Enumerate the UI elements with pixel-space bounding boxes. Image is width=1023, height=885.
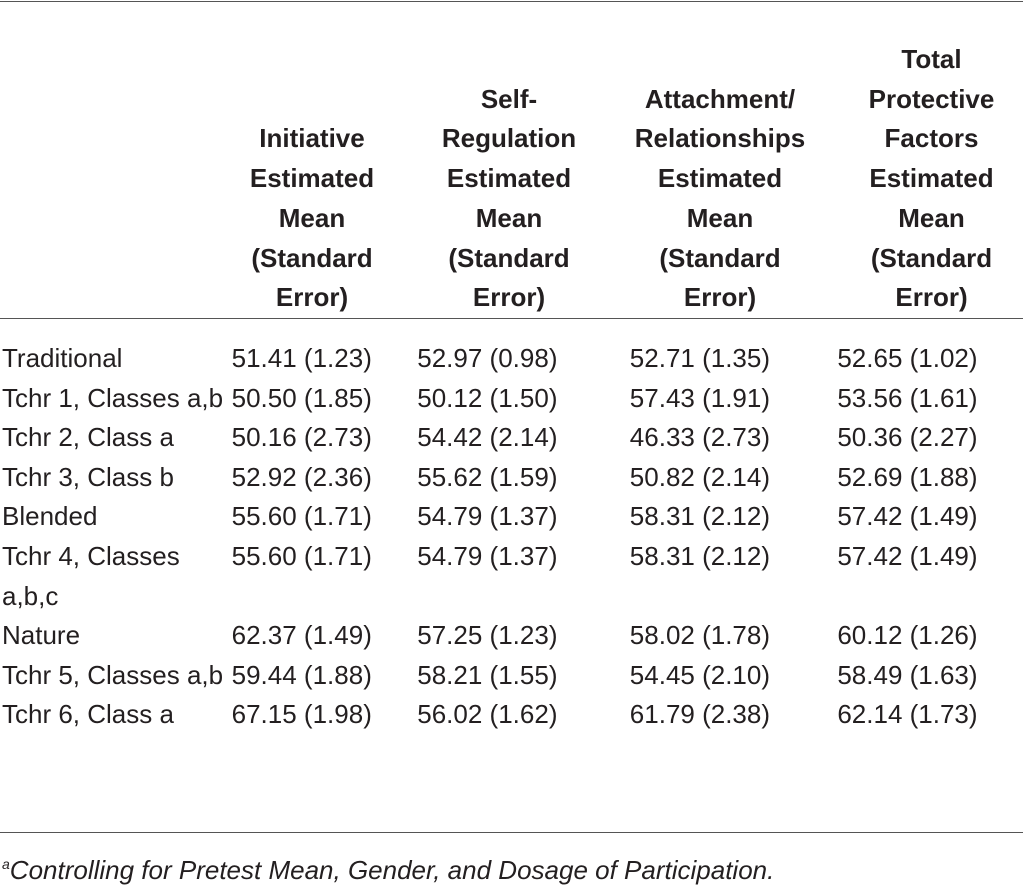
value-cell-self-regulation: 50.12 (1.50) <box>417 382 558 413</box>
table-row <box>0 656 1023 696</box>
value-cell-attachment: 58.31 (2.12) <box>629 501 771 532</box>
table-row <box>0 339 1023 379</box>
column-header-attachment <box>620 80 820 318</box>
table-row <box>0 458 1023 498</box>
header-line: Estimated <box>869 163 994 194</box>
value-cell-total: 57.42 (1.49) <box>837 501 978 532</box>
header-line: Self- <box>480 83 538 114</box>
header-line: Mean <box>686 202 754 233</box>
header-line: Error) <box>895 282 968 313</box>
header-line: Regulation <box>441 123 577 154</box>
value-cell-attachment: 54.45 (2.10) <box>629 659 771 690</box>
row-label-cell: Tchr 6, Class a <box>2 699 174 730</box>
value-cell-initiative: 67.15 (1.98) <box>231 699 372 730</box>
header-line: Error) <box>472 282 546 313</box>
value-cell-attachment: 61.79 (2.38) <box>629 699 771 730</box>
footnote-text: Controlling for Pretest Mean, Gender, and Dosage of Participation. <box>9 855 775 885</box>
footnote-marker: a <box>2 856 10 872</box>
value-cell-attachment: 50.82 (2.14) <box>629 461 771 492</box>
header-line: (Standard <box>870 242 993 273</box>
row-label-cell: Tchr 2, Class a <box>2 422 174 453</box>
row-label-cell: Tchr 5, Classes a,b <box>2 659 224 690</box>
header-line: Factors <box>884 123 979 154</box>
header-line: Estimated <box>657 163 783 194</box>
header-line: Protective <box>868 83 995 114</box>
value-cell-initiative: 62.37 (1.49) <box>231 620 372 651</box>
value-cell-total: 53.56 (1.61) <box>837 382 978 413</box>
value-cell-total: 57.42 (1.49) <box>837 540 978 571</box>
value-cell-attachment: 46.33 (2.73) <box>629 422 771 453</box>
table-row <box>0 695 1023 735</box>
row-label-cell: Tchr 1, Classes a,b <box>2 382 224 413</box>
value-cell-initiative: 55.60 (1.71) <box>231 540 372 571</box>
value-cell-self-regulation: 56.02 (1.62) <box>417 699 558 730</box>
row-label-cell: Tchr 3, Class b <box>2 461 174 492</box>
value-cell-attachment: 58.02 (1.78) <box>629 620 771 651</box>
header-divider-rule <box>0 318 1023 319</box>
table-row <box>0 537 1023 616</box>
header-line: Error) <box>275 282 349 313</box>
table-row <box>0 497 1023 537</box>
value-cell-attachment: 57.43 (1.91) <box>629 382 771 413</box>
row-label-cell: Traditional <box>2 343 123 373</box>
header-line: Mean <box>475 202 543 233</box>
value-cell-initiative: 50.16 (2.73) <box>231 422 372 453</box>
row-label-cell: Nature <box>2 620 81 651</box>
value-cell-attachment: 58.31 (2.12) <box>629 540 771 571</box>
value-cell-self-regulation: 57.25 (1.23) <box>417 620 558 651</box>
value-cell-self-regulation: 54.79 (1.37) <box>417 501 558 532</box>
value-cell-total: 62.14 (1.73) <box>837 699 978 730</box>
header-line: Total <box>901 44 962 75</box>
header-line: Mean <box>898 202 965 233</box>
header-line: Estimated <box>446 163 572 194</box>
table-row <box>0 616 1023 656</box>
header-line: (Standard <box>448 242 570 273</box>
data-table <box>0 339 1023 735</box>
table-row <box>0 418 1023 458</box>
value-cell-initiative: 51.41 (1.23) <box>231 343 372 373</box>
value-cell-total: 60.12 (1.26) <box>837 620 978 651</box>
header-line: Estimated <box>249 163 375 194</box>
value-cell-initiative: 59.44 (1.88) <box>231 659 372 690</box>
column-header-initiative <box>226 119 398 318</box>
table-body <box>0 339 1023 735</box>
value-cell-total: 52.65 (1.02) <box>837 343 978 373</box>
header-line: (Standard <box>251 242 373 273</box>
header-line: Error) <box>683 282 757 313</box>
table-row <box>0 379 1023 419</box>
table-top-rule <box>0 1 1023 2</box>
value-cell-initiative: 55.60 (1.71) <box>231 501 372 532</box>
header-line: Attachment/ <box>644 83 796 114</box>
value-cell-self-regulation: 58.21 (1.55) <box>417 659 558 690</box>
header-line: (Standard <box>659 242 781 273</box>
value-cell-total: 52.69 (1.88) <box>837 461 978 492</box>
value-cell-initiative: 52.92 (2.36) <box>231 461 372 492</box>
column-header-total-protective-factors <box>840 40 1023 318</box>
value-cell-self-regulation: 55.62 (1.59) <box>417 461 558 492</box>
header-line: Relationships <box>634 123 806 154</box>
value-cell-self-regulation: 54.79 (1.37) <box>417 540 558 571</box>
header-line: Initiative <box>259 123 365 154</box>
value-cell-self-regulation: 52.97 (0.98) <box>417 343 558 373</box>
header-line: Mean <box>278 202 346 233</box>
value-cell-self-regulation: 54.42 (2.14) <box>417 422 558 453</box>
row-label-cell: Blended <box>2 501 98 532</box>
row-label-cell: Tchr 4, Classes a,b,c <box>2 540 180 611</box>
value-cell-total: 58.49 (1.63) <box>837 659 978 690</box>
table-footnote <box>2 849 774 885</box>
table-bottom-rule <box>0 832 1023 833</box>
value-cell-attachment: 52.71 (1.35) <box>629 343 771 373</box>
value-cell-initiative: 50.50 (1.85) <box>231 382 372 413</box>
column-header-self-regulation <box>418 80 600 318</box>
value-cell-total: 50.36 (2.27) <box>837 422 978 453</box>
